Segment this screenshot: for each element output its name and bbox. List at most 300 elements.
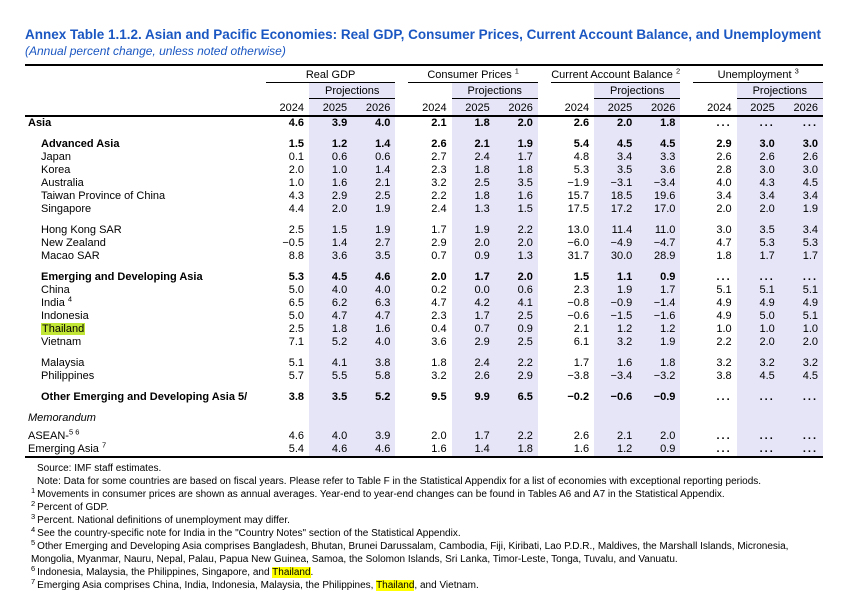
value-cell: [551, 263, 594, 271]
value-cell: 3.2: [431, 370, 447, 382]
value-cell: 2.6: [452, 370, 495, 383]
value-cell: 1.2: [309, 138, 352, 151]
row-label: ASEAN-$^{5 6}$: [28, 427, 80, 442]
value-cell: 4.6: [288, 430, 305, 442]
economies-table: [25, 64, 823, 458]
gap-cell: [538, 391, 551, 404]
value-cell: [309, 216, 352, 224]
value-cell: 3.3: [637, 151, 680, 164]
gap-cell: [538, 297, 551, 310]
value-cell: 1.6: [309, 177, 352, 190]
year-2024-spacer: [266, 83, 309, 99]
value-cell: 5.3: [288, 271, 305, 283]
row-label: Other Emerging and Developing Asia 5/: [41, 391, 248, 403]
value-cell: [780, 130, 823, 138]
value-cell: 5.2: [309, 336, 352, 349]
value-cell: ...: [737, 443, 780, 457]
value-cell: 5.5: [309, 370, 352, 383]
value-cell: 0.6: [352, 151, 395, 164]
gap-cell: [680, 336, 693, 349]
value-cell: 4.0: [309, 284, 352, 297]
value-cell: 0.7: [452, 323, 495, 336]
year-header: 2026: [637, 99, 680, 117]
value-cell: 2.1: [431, 117, 447, 129]
value-cell: 4.5: [594, 138, 637, 151]
value-cell: 2.7: [431, 151, 447, 163]
value-cell: 1.0: [737, 323, 780, 336]
value-cell: −3.4: [594, 370, 637, 383]
gap-cell: [680, 65, 693, 83]
value-cell: 2.5: [495, 310, 538, 323]
col-group-3: Current Account Balance $^2$: [551, 66, 681, 81]
value-cell: [495, 263, 538, 271]
value-cell: 4.9: [780, 297, 823, 310]
value-cell: [737, 130, 780, 138]
value-cell: [352, 383, 395, 391]
value-cell: 4.0: [352, 336, 395, 349]
value-cell: −1.4: [637, 297, 680, 310]
table-row: [25, 151, 823, 164]
gap-cell: [680, 237, 693, 250]
value-cell: 2.9: [495, 370, 538, 383]
value-cell: 2.7: [352, 237, 395, 250]
value-cell: [693, 263, 736, 271]
gap-cell: [395, 138, 408, 151]
gap-cell: [538, 151, 551, 164]
gap-cell: [395, 203, 408, 216]
value-cell: [594, 130, 637, 138]
header-projections-row: [25, 83, 823, 99]
gap-cell: [680, 177, 693, 190]
gap-cell: [680, 391, 693, 404]
year-header: 2024: [551, 99, 594, 117]
gap-cell: [395, 323, 408, 336]
value-cell: [637, 383, 680, 391]
gap-cell: [680, 138, 693, 151]
value-cell: 2.0: [737, 336, 780, 349]
value-cell: 5.3: [737, 237, 780, 250]
year-2024-spacer: [551, 83, 594, 99]
gap-cell: [395, 383, 408, 391]
value-cell: 17.2: [594, 203, 637, 216]
row-label: Emerging and Developing Asia: [41, 271, 203, 283]
table-row: [25, 250, 823, 263]
value-cell: 2.0: [495, 116, 538, 130]
row-label: Korea: [41, 164, 71, 176]
value-cell: 1.7: [431, 224, 447, 236]
value-cell: −1.6: [637, 310, 680, 323]
table-row: [25, 443, 823, 457]
value-cell: 4.6: [352, 271, 395, 284]
value-cell: [408, 130, 451, 138]
value-cell: ...: [780, 443, 823, 457]
gap-cell: [680, 263, 693, 271]
value-cell: 5.8: [352, 370, 395, 383]
value-cell: [693, 130, 736, 138]
value-cell: [408, 409, 451, 425]
value-cell: 15.7: [567, 190, 590, 202]
value-cell: 4.7: [431, 297, 447, 309]
table-row: [25, 323, 823, 336]
projections-label: Projections: [309, 83, 395, 99]
value-cell: 2.1: [573, 323, 590, 335]
value-cell: [637, 349, 680, 357]
gap-cell: [680, 116, 693, 130]
row-label: Philippines: [41, 370, 95, 382]
value-cell: [551, 216, 594, 224]
row-label: [25, 323, 266, 336]
value-cell: 1.7: [452, 310, 495, 323]
value-cell: 1.8: [452, 116, 495, 130]
value-cell: −3.1: [594, 177, 637, 190]
gap-cell: [680, 349, 693, 357]
gap-cell: [538, 83, 551, 99]
value-cell: 3.5: [737, 224, 780, 237]
table-row: [25, 310, 823, 323]
value-cell: −0.6: [594, 391, 637, 404]
value-cell: −0.5: [282, 237, 305, 249]
footnote: $^1$ Movements in consumer prices are shown as annual averages. Year-end to year-end changes can be found in Tables A6 and A7 in the Statistical Appendix.: [31, 485, 725, 500]
gap-cell: [538, 370, 551, 383]
spacer-row: [25, 130, 823, 138]
table-row: [25, 164, 823, 177]
table-row: [25, 203, 823, 216]
value-cell: [594, 216, 637, 224]
table-row: [25, 271, 823, 284]
gap-cell: [395, 237, 408, 250]
spacer-row: [25, 349, 823, 357]
value-cell: ...: [780, 391, 823, 404]
value-cell: 19.6: [637, 190, 680, 203]
value-cell: −6.0: [567, 237, 590, 249]
value-cell: 2.2: [495, 224, 538, 237]
value-cell: 3.6: [637, 164, 680, 177]
value-cell: 31.7: [567, 250, 590, 262]
year-header: 2026: [495, 99, 538, 117]
gap-cell: [395, 310, 408, 323]
value-cell: 4.8: [573, 151, 590, 163]
value-cell: 2.3: [573, 284, 590, 296]
value-cell: [352, 409, 395, 425]
value-cell: 4.5: [309, 271, 352, 284]
table-row: [25, 237, 823, 250]
gap-cell: [680, 83, 693, 99]
highlighted-text: Thailand: [376, 580, 415, 591]
value-cell: 2.4: [452, 151, 495, 164]
value-cell: 1.6: [408, 443, 451, 457]
gap-cell: [538, 116, 551, 130]
value-cell: 1.5: [288, 138, 305, 150]
col-group-2: Consumer Prices $^1$: [408, 65, 537, 83]
gap-cell: [395, 151, 408, 164]
row-label: India $^4$: [41, 294, 73, 309]
value-cell: 4.9: [716, 310, 732, 322]
value-cell: 2.1: [352, 177, 395, 190]
value-cell: 4.5: [780, 370, 823, 383]
value-cell: [737, 349, 780, 357]
value-cell: [452, 409, 495, 425]
value-cell: [495, 216, 538, 224]
gap-cell: [538, 271, 551, 284]
value-cell: 5.7: [288, 370, 305, 382]
value-cell: 3.2: [716, 357, 732, 369]
year-2024-spacer: [693, 83, 736, 99]
footnotes: [25, 462, 825, 592]
value-cell: 5.0: [288, 310, 305, 322]
header-groups-row: [25, 65, 823, 83]
row-label-header: [25, 83, 266, 99]
value-cell: 2.9: [716, 138, 732, 150]
value-cell: −4.7: [637, 237, 680, 250]
value-cell: 2.1: [594, 430, 637, 443]
value-cell: [637, 409, 680, 425]
value-cell: 1.0: [780, 323, 823, 336]
value-cell: ...: [780, 271, 823, 284]
value-cell: 1.6: [594, 357, 637, 370]
value-cell: [637, 130, 680, 138]
gap-cell: [395, 430, 408, 443]
gap-cell: [395, 336, 408, 349]
value-cell: 2.5: [352, 190, 395, 203]
value-cell: [408, 349, 451, 357]
value-cell: 2.0: [495, 271, 538, 284]
value-cell: 1.2: [594, 443, 637, 457]
value-cell: 4.5: [737, 370, 780, 383]
value-cell: 1.8: [495, 164, 538, 177]
value-cell: [408, 216, 451, 224]
section-label: [25, 216, 266, 224]
year-header: 2025: [737, 99, 780, 117]
value-cell: 3.0: [737, 164, 780, 177]
header-years-row: [25, 99, 823, 117]
value-cell: 3.0: [716, 224, 732, 236]
value-cell: 4.5: [637, 138, 680, 151]
value-cell: 4.7: [352, 310, 395, 323]
value-cell: [551, 383, 594, 391]
value-cell: 1.0: [309, 164, 352, 177]
value-cell: [309, 349, 352, 357]
value-cell: 4.3: [737, 177, 780, 190]
value-cell: 1.7: [737, 250, 780, 263]
footnote: $^6$ Indonesia, Malaysia, the Philippines, Singapore, and Thailand.: [31, 563, 314, 578]
value-cell: [693, 383, 736, 391]
value-cell: [309, 409, 352, 425]
value-cell: 1.5: [495, 203, 538, 216]
value-cell: 1.9: [495, 138, 538, 151]
value-cell: [352, 263, 395, 271]
row-label: Singapore: [41, 203, 92, 215]
gap-cell: [538, 216, 551, 224]
value-cell: [551, 349, 594, 357]
value-cell: [266, 349, 309, 357]
value-cell: −4.9: [594, 237, 637, 250]
value-cell: [594, 349, 637, 357]
gap-cell: [395, 190, 408, 203]
row-label: New Zealand: [41, 237, 106, 249]
value-cell: 5.4: [266, 443, 309, 457]
value-cell: 2.0: [288, 164, 305, 176]
value-cell: 5.2: [352, 391, 395, 404]
gap-cell: [538, 224, 551, 237]
value-cell: 4.6: [288, 117, 305, 129]
value-cell: 4.7: [716, 237, 732, 249]
col-group-1: Real GDP: [266, 65, 396, 83]
value-cell: 3.4: [780, 224, 823, 237]
value-cell: 3.8: [288, 391, 305, 403]
value-cell: 3.8: [352, 357, 395, 370]
value-cell: 5.1: [716, 284, 732, 296]
value-cell: 5.1: [737, 284, 780, 297]
value-cell: 1.4: [452, 443, 495, 457]
value-cell: [352, 130, 395, 138]
gap-cell: [680, 284, 693, 297]
row-label: Taiwan Province of China: [41, 190, 166, 202]
gap-cell: [680, 323, 693, 336]
value-cell: 2.2: [495, 357, 538, 370]
value-cell: 1.5: [573, 271, 590, 283]
value-cell: 3.8: [716, 370, 732, 382]
value-cell: −0.2: [567, 391, 590, 403]
value-cell: [495, 409, 538, 425]
value-cell: [780, 383, 823, 391]
value-cell: 1.8: [452, 190, 495, 203]
gap-cell: [538, 177, 551, 190]
value-cell: 2.9: [452, 336, 495, 349]
gap-cell: [680, 203, 693, 216]
value-cell: 1.3: [495, 250, 538, 263]
value-cell: 3.4: [594, 151, 637, 164]
value-cell: [266, 383, 309, 391]
value-cell: 17.0: [637, 203, 680, 216]
value-cell: 1.8: [309, 323, 352, 336]
value-cell: −3.2: [637, 370, 680, 383]
value-cell: 1.7: [452, 271, 495, 284]
value-cell: 2.1: [452, 138, 495, 151]
value-cell: 5.1: [288, 357, 305, 369]
year-header: 2025: [594, 99, 637, 117]
gap-cell: [538, 203, 551, 216]
gap-cell: [538, 409, 551, 425]
value-cell: 6.1: [573, 336, 590, 348]
gap-cell: [395, 224, 408, 237]
value-cell: 0.0: [452, 284, 495, 297]
gap-cell: [395, 83, 408, 99]
gap-cell: [538, 443, 551, 457]
row-label: Macao SAR: [41, 250, 100, 262]
value-cell: 1.9: [352, 224, 395, 237]
value-cell: −0.6: [567, 310, 590, 322]
year-header: 2024: [693, 99, 736, 117]
value-cell: −3.4: [637, 177, 680, 190]
value-cell: 5.3: [780, 237, 823, 250]
value-cell: [737, 216, 780, 224]
value-cell: [551, 409, 594, 425]
value-cell: 2.5: [288, 323, 305, 335]
gap-cell: [680, 130, 693, 138]
value-cell: [266, 263, 309, 271]
value-cell: 2.0: [452, 237, 495, 250]
year-header: 2026: [352, 99, 395, 117]
value-cell: 1.7: [573, 357, 590, 369]
value-cell: 4.9: [737, 297, 780, 310]
value-cell: [737, 409, 780, 425]
value-cell: 4.0: [716, 177, 732, 189]
value-cell: 2.0: [495, 237, 538, 250]
value-cell: 2.0: [737, 203, 780, 216]
gap-cell: [538, 349, 551, 357]
gap-cell: [395, 130, 408, 138]
value-cell: ...: [716, 391, 732, 403]
value-cell: 3.6: [431, 336, 447, 348]
table-row: [25, 336, 823, 349]
value-cell: [495, 383, 538, 391]
value-cell: 5.1: [780, 284, 823, 297]
value-cell: 3.6: [309, 250, 352, 263]
table-row: [25, 177, 823, 190]
value-cell: [693, 216, 736, 224]
value-cell: [495, 349, 538, 357]
value-cell: 2.8: [716, 164, 732, 176]
value-cell: 6.5: [495, 391, 538, 404]
value-cell: 2.5: [452, 177, 495, 190]
value-cell: [408, 383, 451, 391]
value-cell: 4.1: [495, 297, 538, 310]
value-cell: 0.9: [495, 323, 538, 336]
row-label: Japan: [41, 151, 71, 163]
gap-cell: [538, 357, 551, 370]
page-subtitle: (Annual percent change, unless noted otherwise): [25, 44, 286, 58]
col-group-4: Unemployment $^3$: [693, 65, 823, 83]
value-cell: 1.8: [495, 443, 538, 457]
gap-cell: [538, 310, 551, 323]
value-cell: 0.1: [288, 151, 305, 163]
value-cell: 8.8: [288, 250, 305, 262]
footnote: $^7$ Emerging Asia comprises China, India, Indonesia, Malaysia, the Philippines, Thailand, and Vietnam.: [31, 576, 479, 591]
row-label: China: [41, 284, 70, 296]
section-label: Memorandum: [28, 412, 96, 424]
row-label-header: [25, 65, 266, 83]
value-cell: [637, 216, 680, 224]
gap-cell: [395, 177, 408, 190]
value-cell: ...: [737, 391, 780, 404]
gap-cell: [538, 336, 551, 349]
gap-cell: [395, 284, 408, 297]
value-cell: [780, 263, 823, 271]
gap-cell: [538, 130, 551, 138]
footnote: $^5$ Other Emerging and Developing Asia comprises Bangladesh, Bhutan, Brunei Darussalam, Cambodia, Fiji, Kiribati, Lao P.D.R., Maldives, the Marshall Islands, Micronesia, Mongolia, Myanmar, Nauru, Nepal, Palau, Papua New Guinea, Samoa, the Solomon Islands, Sri Lanka, Timor-Leste, Tonga, Tuvalu, and Vanuatu.: [31, 537, 789, 565]
footnote: $^2$ Percent of GDP.: [31, 498, 109, 513]
section-label: [25, 383, 266, 391]
value-cell: [637, 263, 680, 271]
footnote: $^4$ See the country-specific note for India in the "Country Notes" section of the Statistical Appendix.: [31, 524, 461, 539]
value-cell: 3.5: [309, 391, 352, 404]
value-cell: 2.6: [716, 151, 732, 163]
gap-cell: [395, 349, 408, 357]
value-cell: 2.0: [431, 430, 447, 442]
gap-cell: [680, 151, 693, 164]
value-cell: 0.9: [637, 271, 680, 284]
table-row: [25, 357, 823, 370]
value-cell: 2.2: [431, 190, 447, 202]
year-2024-spacer: [408, 83, 451, 99]
value-cell: [693, 349, 736, 357]
value-cell: ...: [780, 430, 823, 443]
value-cell: 4.4: [288, 203, 305, 215]
value-cell: [266, 409, 309, 425]
value-cell: 0.6: [495, 284, 538, 297]
year-header: 2026: [780, 99, 823, 117]
value-cell: ...: [737, 271, 780, 284]
